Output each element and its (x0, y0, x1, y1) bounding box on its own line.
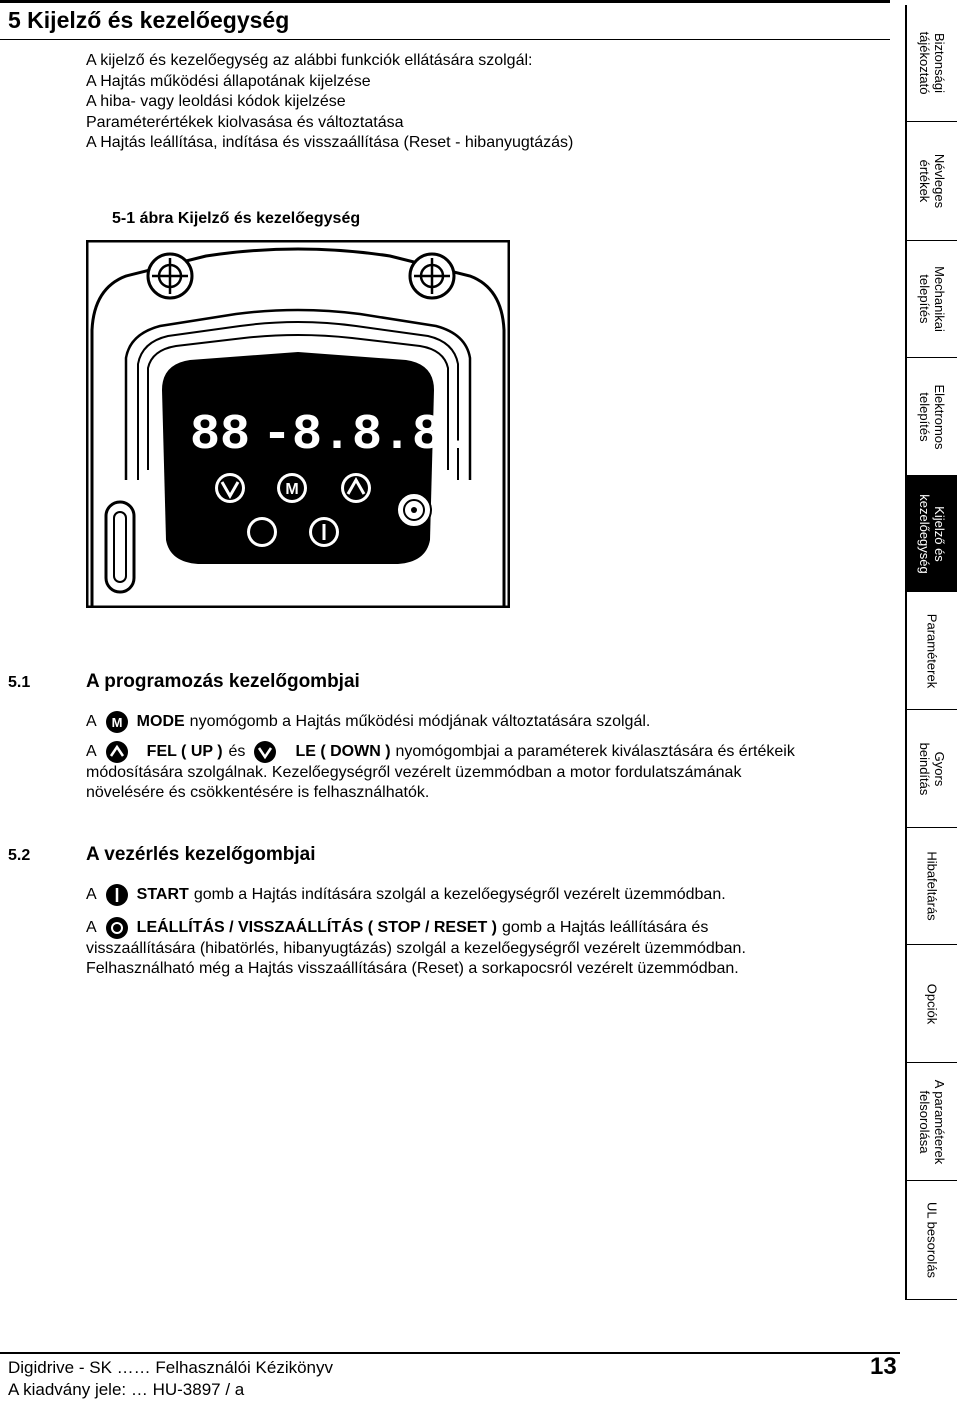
tab-label: Hibafeltárás (924, 851, 940, 921)
section-heading-5-1 (8, 671, 360, 693)
sidebar-tab-mechanical[interactable] (905, 241, 957, 358)
down-key-icon (253, 740, 277, 764)
down-term: LE ( DOWN ) (295, 743, 391, 760)
start-description: gomb a Hajtás indítására szolgál a kezelőegységről vezérelt üzemmódban. (193, 886, 726, 903)
up-term: FEL ( UP ) (146, 743, 223, 760)
letter-a: A (86, 743, 97, 760)
sidebar-tab-quick-start[interactable] (905, 710, 957, 828)
up-key-icon (105, 740, 129, 764)
start-button-icon[interactable] (309, 517, 339, 547)
stop-term: LEÁLLÍTÁS / VISSZAÁLLÍTÁS ( STOP / RESET ) (136, 919, 497, 936)
tab-label: Mechanikai (932, 266, 947, 332)
keypad-drawing (86, 240, 510, 608)
tab-label: Biztonsági (932, 33, 947, 93)
tab-label: telepítés (917, 391, 932, 442)
stop-text-line-2: visszaállítására (hibatörlés, hibanyugtázás) szolgál a kezelőegységről vezérelt üzemmódban. (86, 939, 746, 957)
tab-label: UL besorolás (924, 1201, 940, 1279)
tab-label: Paraméterek (924, 613, 940, 688)
mode-key-icon (105, 710, 129, 734)
tab-label: Névleges (932, 153, 947, 209)
chapter-header (0, 0, 890, 40)
updown-text-line-3: növelésére és csökkentésére is felhasználhatók. (86, 784, 430, 801)
stop-button-icon[interactable] (247, 517, 277, 547)
sidebar-tab-parameters[interactable] (905, 592, 957, 710)
up-button-icon[interactable] (341, 473, 371, 503)
chapter-sidebar (905, 5, 957, 1300)
tab-label: Kijelző és (932, 505, 947, 562)
mode-button-label: M (285, 481, 299, 498)
intro-line: A kijelző és kezelőegység az alábbi funkciók ellátására szolgál: (86, 52, 533, 69)
footer-publication-id: A kiadvány jele: … HU-3897 / a (8, 1380, 245, 1399)
potentiometer-knob-icon[interactable] (397, 493, 431, 527)
section-heading-5-2 (8, 844, 316, 866)
stop-paragraph (86, 918, 876, 980)
tab-label: Opciók (924, 983, 940, 1024)
stop-text-line-3: Felhasználható még a Hajtás visszaállítására (Reset) a sorkapocsról vezérelt üzemmódban. (86, 960, 739, 977)
chapter-title: 5 Kijelző és kezelőegység (8, 7, 290, 33)
intro-list (86, 51, 573, 154)
letter-a: A (86, 919, 97, 936)
tab-label: A paraméterek (932, 1079, 947, 1164)
sidebar-tab-diagnostics[interactable] (905, 828, 957, 945)
tab-label: Elektromos (932, 383, 947, 450)
updown-paragraph (86, 742, 876, 804)
tab-label: felsorolása (917, 1090, 932, 1153)
section-title: A vezérlés kezelőgombjai (86, 844, 316, 865)
mode-term: MODE (136, 713, 185, 730)
stop-text-line-1: gomb a Hajtás leállítására és (502, 919, 709, 936)
tab-label: kezelőegység (917, 493, 932, 574)
start-term: START (136, 886, 189, 903)
intro-line: A Hajtás leállítása, indítása és visszaállítása (Reset - hibanyugtázás) (86, 134, 574, 151)
stop-key-icon (105, 916, 129, 940)
sidebar-tab-safety[interactable] (905, 5, 957, 122)
sidebar-tab-ratings[interactable] (905, 122, 957, 241)
display-left-digits: 88 (190, 407, 251, 464)
and-word: és (228, 743, 246, 760)
start-paragraph (86, 885, 876, 906)
side-slot (106, 502, 134, 592)
tab-label: Gyors (932, 751, 947, 786)
tab-label: értékek (917, 159, 932, 203)
letter-a: A (86, 886, 97, 903)
intro-line: A Hajtás működési állapotának kijelzése (86, 72, 371, 90)
footer-rule (0, 1352, 900, 1354)
footer-manual-title: Digidrive - SK …… Felhasználói Kézikönyv (8, 1358, 334, 1377)
mode-button-icon[interactable] (277, 473, 307, 503)
updown-text-line-2: módosítására szolgálnak. Kezelőegységről vezérelt üzemmódban a motor fordulatszámának (86, 763, 742, 781)
svg-text:M: M (111, 715, 123, 731)
section-number: 5.2 (8, 847, 31, 864)
sidebar-tab-parameter-list[interactable] (905, 1063, 957, 1181)
letter-a: A (86, 713, 97, 730)
start-key-icon (105, 883, 129, 907)
sidebar-tab-options[interactable] (905, 945, 957, 1063)
intro-line: Paraméterértékek kiolvasása és változtatása (86, 113, 404, 131)
sidebar-tab-ul-listing[interactable] (905, 1181, 957, 1300)
sidebar-tab-electrical[interactable] (905, 358, 957, 476)
page-number: 13 (870, 1353, 897, 1380)
footer-info (8, 1357, 333, 1401)
mode-paragraph (86, 712, 876, 733)
figure-caption: 5-1 ábra Kijelző és kezelőegység (112, 210, 361, 227)
tab-label: tájékoztató (917, 31, 932, 95)
mode-description: nyomógomb a Hajtás működési módjának változtatására szolgál. (189, 713, 651, 730)
keypad-figure (86, 240, 510, 608)
screw-right-icon (410, 254, 454, 298)
tab-label: beindítás (917, 742, 932, 795)
tab-label: telepítés (917, 274, 932, 324)
display-right-digits: -8.8.8.8 (262, 407, 503, 464)
sidebar-tab-keypad[interactable] (905, 476, 957, 592)
section-number: 5.1 (8, 674, 31, 691)
section-title: A programozás kezelőgombjai (86, 671, 360, 692)
intro-line: A hiba- vagy leoldási kódok kijelzése (86, 93, 346, 110)
down-button-icon[interactable] (215, 473, 245, 503)
screw-left-icon (148, 254, 192, 298)
updown-text-line-1: nyomógombjai a paraméterek kiválasztására és értékeik (395, 743, 795, 760)
